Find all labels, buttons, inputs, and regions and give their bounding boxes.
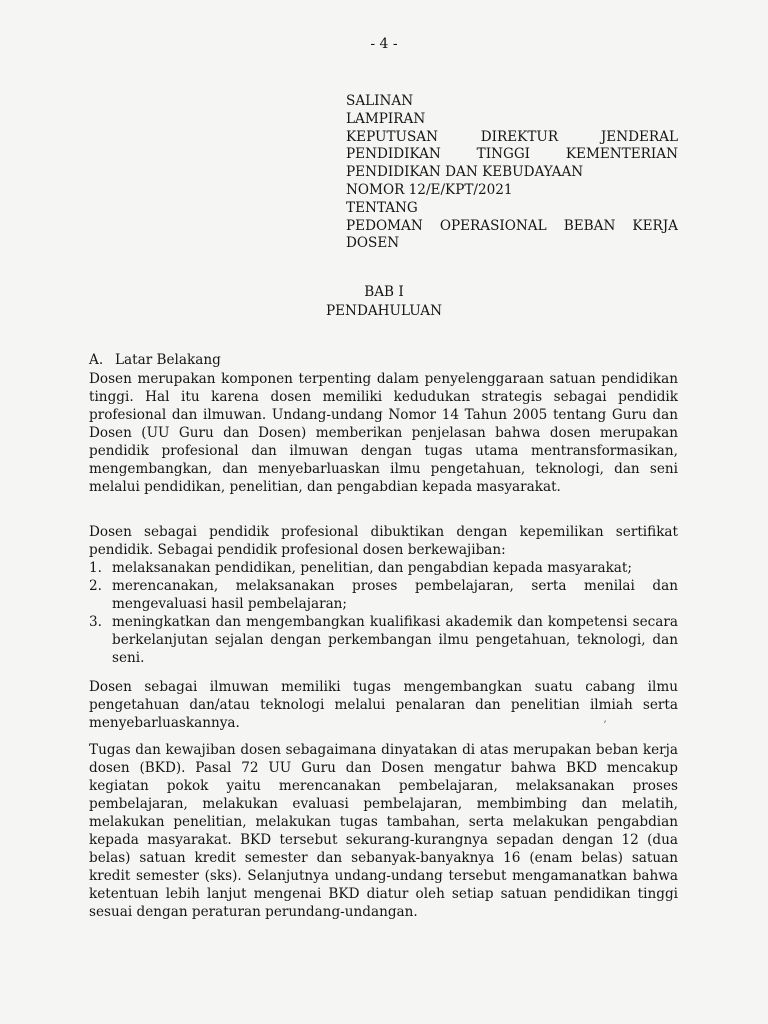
list-number: 2. [89, 578, 102, 594]
page-number: - 4 - [370, 36, 398, 52]
paragraph-text: Dosen sebagai pendidik profesional dibuktikan dengan kepemilikan sertifikat pendidik. Sebagai pendidik profesional dosen berkewajiban: [89, 524, 678, 558]
heading-line: NOMOR 12/E/KPT/2021 [346, 181, 513, 198]
paragraph-text: Dosen sebagai ilmuwan memiliki tugas mengembangkan suatu cabang ilmu pengetahuan dan/atau teknologi melalui penalaran dan penelitian ilmiah serta menyebarluaskannya. [89, 679, 678, 731]
list-text: merencanakan, melaksanakan proses pembelajaran, serta menilai dan mengevaluasi hasil pembelajaran; [112, 578, 678, 612]
section-letter: A. [89, 352, 104, 368]
decree-heading [346, 93, 678, 253]
obligations-list [89, 559, 678, 667]
heading-line: TENTANG [346, 199, 418, 216]
stray-mark: ʼ [603, 720, 607, 731]
paragraph-4 [89, 741, 678, 921]
heading-line: KEPUTUSAN DIREKTUR JENDERAL [346, 128, 678, 145]
paragraph-3 [89, 678, 678, 732]
heading-line: PEDOMAN OPERASIONAL BEBAN KERJA [346, 217, 678, 234]
heading-line: PENDIDIKAN DAN KEBUDAYAAN [346, 164, 584, 181]
section-label: Latar Belakang [115, 352, 221, 368]
list-text: meningkatkan dan mengembangkan kualifikasi akademik dan kompetensi secara berkelanjutan sejalan dengan perkembangan ilmu pengetahuan, teknologi, dan seni. [112, 614, 678, 666]
paragraph-2 [89, 523, 678, 559]
chapter-title: PENDAHULUAN [325, 303, 443, 319]
list-number: 1. [89, 560, 102, 576]
heading-line: PENDIDIKAN TINGGI KEMENTERIAN [346, 146, 678, 163]
list-item [89, 613, 678, 667]
list-text: melaksanakan pendidikan, penelitian, dan pengabdian kepada masyarakat; [112, 560, 632, 576]
heading-line: SALINAN [346, 93, 414, 109]
paragraph-1 [89, 370, 678, 496]
paragraph-text: Dosen merupakan komponen terpenting dalam penyelenggaraan satuan pendidikan tinggi. Hal itu karena dosen memiliki kedudukan strategis sebagai pendidik profesional dan ilmuwan. Undang-undang Nomor 14 Tahun 2005 tentang Guru dan Dosen (UU Guru dan Dosen) memberikan penjelasan bahwa dosen merupakan pendidik profesional dan ilmuwan dengan tugas utama mentransformasikan, mengembangkan, dan menyebarluaskan ilmu pengetahuan, teknologi, dan seni melalui pendidikan, penelitian, dan pengabdian kepada masyarakat. [89, 371, 678, 495]
list-item [89, 559, 678, 577]
list-item [89, 577, 678, 613]
list-number: 3. [89, 614, 102, 630]
chapter-number: BAB I [364, 284, 404, 300]
heading-line: LAMPIRAN [346, 110, 426, 127]
paragraph-text: Tugas dan kewajiban dosen sebagaimana dinyatakan di atas merupakan beban kerja dosen (BKD). Pasal 72 UU Guru dan Dosen mengatur bahwa BKD mencakup kegiatan pokok yaitu merencanakan pembelajaran, melaksanakan proses pembelajaran, melakukan evaluasi pembelajaran, membimbing dan melatih, melakukan penelitian, melakukan tugas tambahan, serta melakukan pengabdian kepada masyarakat. BKD tersebut sekurang-kurangnya sepadan dengan 12 (dua belas) satuan kredit semester dan sebanyak-banyaknya 16 (enam belas) satuan kredit semester (sks). Selanjutnya undang-undang tersebut mengamanatkan bahwa ketentuan lebih lanjut mengenai BKD diatur oleh setiap satuan pendidikan tinggi sesuai dengan peraturan perundang-undangan. [89, 742, 678, 920]
heading-line: DOSEN [346, 235, 400, 252]
section-title [89, 352, 221, 368]
